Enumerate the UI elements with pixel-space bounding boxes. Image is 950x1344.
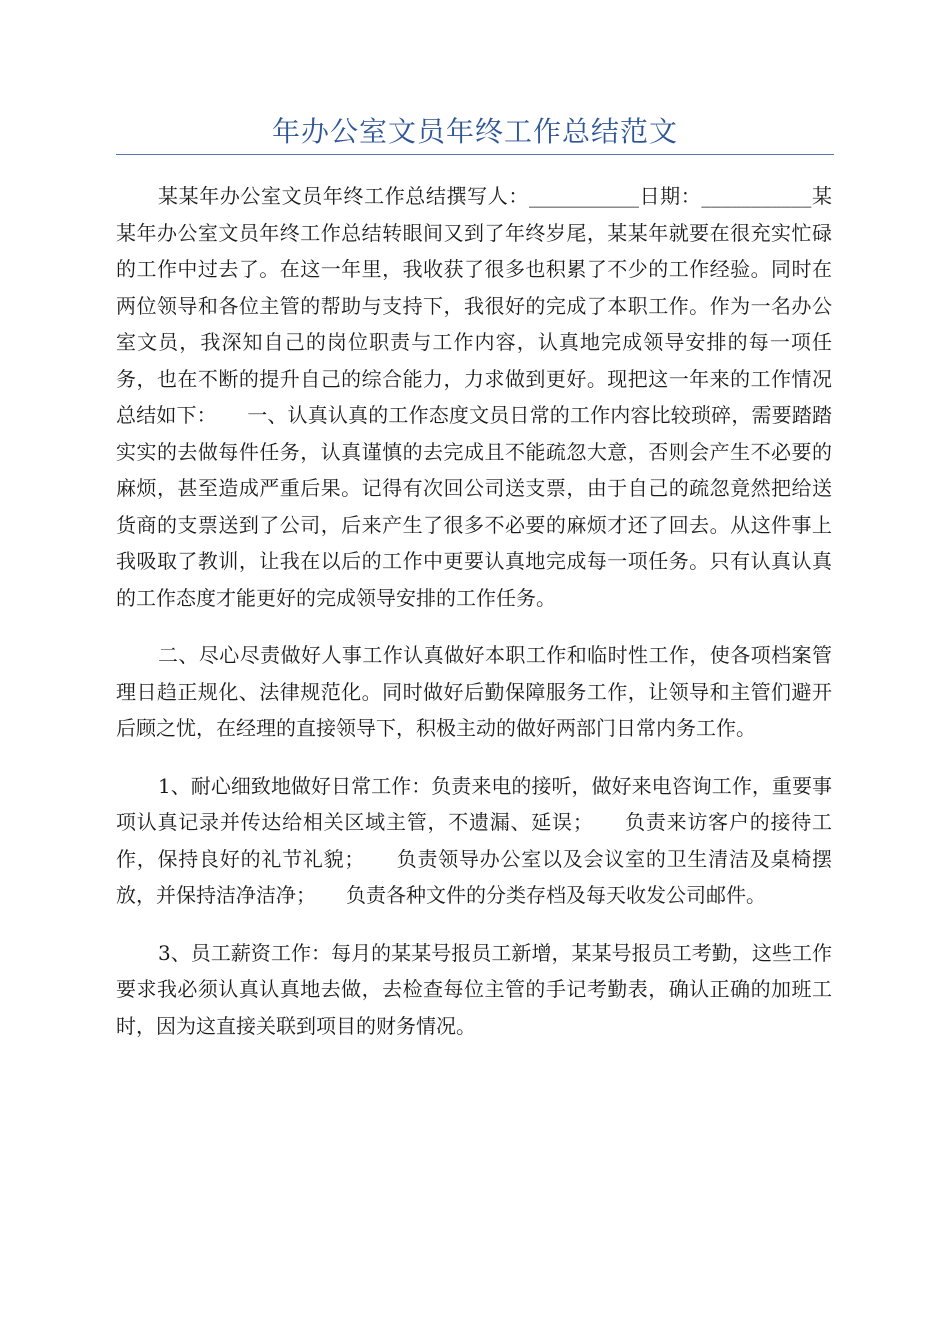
paragraph-item-one: 1、耐心细致地做好日常工作：负责来电的接听，做好来电咨询工作，重要事项认真记录并传达给相关区域主管，不遗漏、延误； 负责来访客户的接待工作，保持良好的礼节礼貌； 负责领导办公室以及会议室的卫生清洁及桌椅摆放，并保持洁净洁净； 负责各种文件的分类存档及每天收发公司邮件。	[116, 773, 832, 907]
document-body	[116, 178, 832, 1065]
document-title: 年办公室文员年终工作总结范文	[271, 115, 678, 148]
paragraph-section-two: 二、尽心尽责做好人事工作认真做好本职工作和临时性工作，使各项档案管理日趋正规化、法律规范化。同时做好后勤保障服务工作，让领导和主管们避开后顾之忧，在经理的直接领导下，积极主动的做好两部门日常内务工作。	[116, 643, 832, 740]
paragraph-item-three: 3、员工薪资工作：每月的某某号报员工新增，某某号报员工考勤，这些工作要求我必须认真认真地去做，去检查每位主管的手记考勤表，确认正确的加班工时，因为这直接关联到项目的财务情况。	[116, 940, 832, 1038]
paragraph-intro: 某某年办公室文员年终工作总结撰写人：___________日期：___________某某年办公室文员年终工作总结转眼间又到了年终岁尾，某某年就要在很充实忙碌的工作中过去了。在这一年里，我收获了很多也积累了不少的工作经验。同时在两位领导和各位主管的帮助与支持下，我很好的完成了本职工作。作为一名办公室文员，我深知自己的岗位职责与工作内容，认真地完成领导安排的每一项任务，也在不断的提升自己的综合能力，力求做到更好。现把这一年来的工作情况总结如下： 一、认真认真的工作态度文员日常的工作内容比较琐碎，需要踏踏实实的去做每件任务，认真谨慎的去完成且不能疏忽大意，否则会产生不必要的麻烦，甚至造成严重后果。记得有次回公司送支票，由于自己的疏忽竟然把给送货商的支票送到了公司，后来产生了很多不必要的麻烦才还了回去。从这件事上我吸取了教训，让我在以后的工作中更要认真地完成每一项任务。只有认真认真的工作态度才能更好的完成领导安排的工作任务。	[116, 184, 832, 610]
title-underline	[116, 154, 834, 155]
